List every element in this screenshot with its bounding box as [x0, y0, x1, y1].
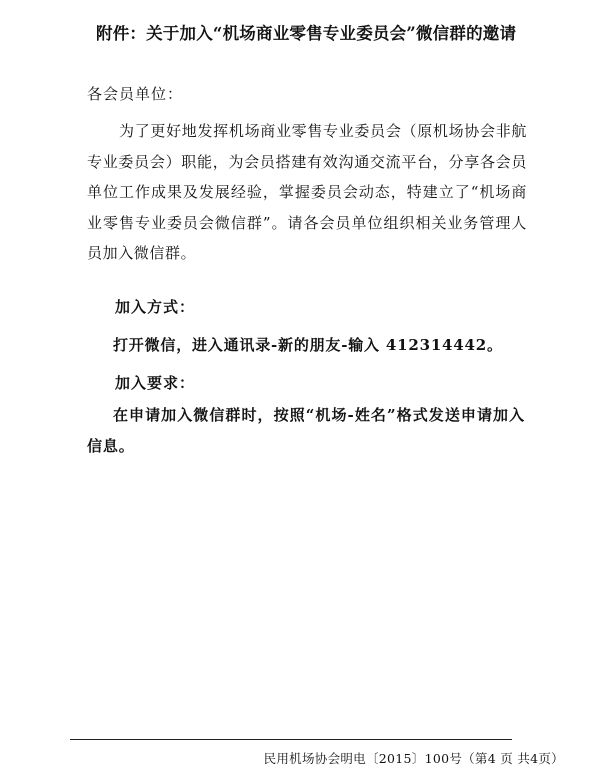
join-method-label: 加入方式：	[115, 298, 196, 316]
page-title: 附件：关于加入“机场商业零售专业委员会”微信群的邀请	[96, 24, 517, 43]
footer-document-number: 民用机场协会明电〔2015〕100号（第4 页 共4页）	[263, 751, 564, 766]
join-requirement-text: 在申请加入微信群时，按照“机场-姓名”格式发送申请加入信息。	[87, 406, 525, 455]
join-method-text: 打开微信，进入通讯录-新的朋友-输入 412314442。	[113, 336, 503, 354]
body-paragraph: 为了更好地发挥机场商业零售专业委员会（原机场协会非航专业委员会）职能，为会员搭建有效沟通交流平台，分享各会员单位工作成果及发展经验，掌握委员会动态，特建立了“机场商业零售专业委员会微信群”。请各会员单位组织相关业务管理人员加入微信群。	[87, 122, 527, 262]
salutation: 各会员单位：	[87, 85, 184, 103]
join-requirement-label: 加入要求：	[115, 374, 196, 392]
footer-divider	[70, 739, 512, 740]
